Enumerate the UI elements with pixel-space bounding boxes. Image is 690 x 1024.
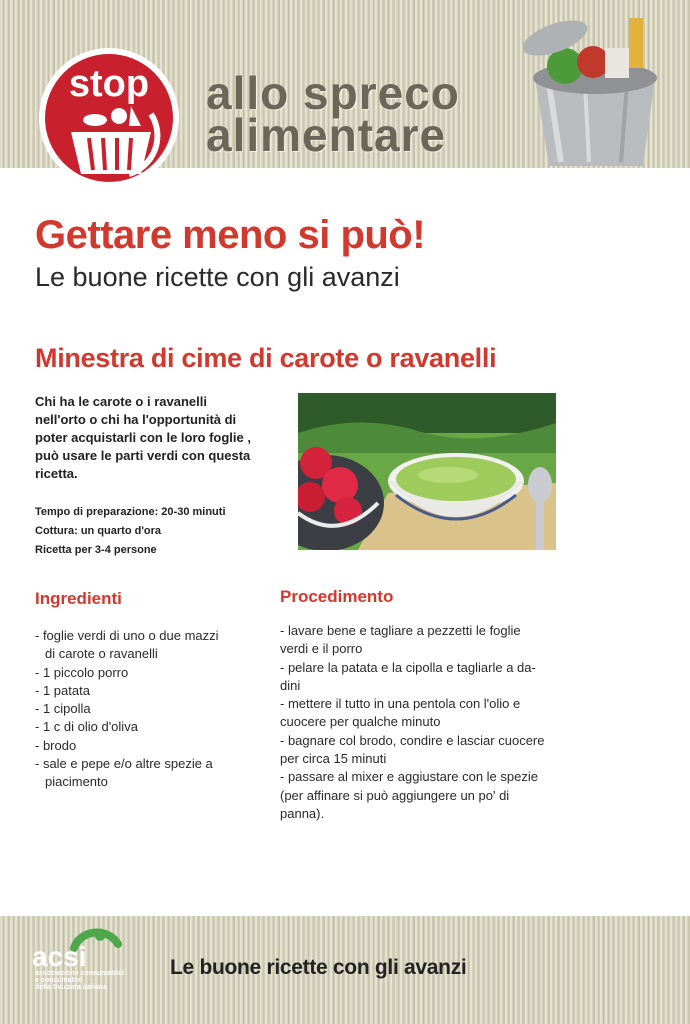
stop-waste-logo — [33, 46, 188, 190]
list-item: cuocere per qualche minuto — [280, 714, 441, 730]
procedure-heading: Procedimento — [280, 587, 394, 606]
stop-word: stop — [68, 63, 150, 105]
list-item: (per affinare si può aggiungere un po' di — [280, 787, 510, 803]
intro-line: nell'orto o chi ha l'opportunità di — [35, 412, 237, 427]
ingredients-heading: Ingredienti — [35, 589, 122, 608]
intro-line: Chi ha le carote o i ravanelli — [35, 394, 207, 409]
list-item: - sale e pepe e/o altre spezie a — [35, 756, 213, 772]
headline-line-2: alimentare — [206, 109, 447, 161]
list-item: dini — [280, 677, 301, 693]
page-subtitle: Le buone ricette con gli avanzi — [35, 262, 400, 292]
recipe-meta — [35, 503, 226, 560]
recipe-intro — [35, 393, 265, 483]
footer-tagline: Le buone ricette con gli avanzi — [170, 956, 467, 979]
list-item: - 1 piccolo porro — [35, 664, 129, 680]
prep-time: Tempo di preparazione: 20-30 minuti — [35, 506, 226, 518]
servings: Ricetta per 3-4 persone — [35, 544, 157, 556]
list-item: piacimento — [45, 774, 108, 790]
trash-bin-image — [505, 8, 677, 168]
org-line: associazione consumatrici — [35, 970, 125, 977]
list-item: - 1 cipolla — [35, 701, 91, 717]
headline-line-1: allo spreco — [206, 67, 460, 119]
list-item: - bagnare col brodo, condire e lasciar cuocere — [280, 732, 545, 748]
list-item: per circa 15 minuti — [280, 751, 387, 767]
list-item: - pelare la patata e la cipolla e tagliarle a da- — [280, 659, 536, 675]
org-line: e consumatori — [35, 977, 83, 984]
cook-time: Cottura: un quarto d'ora — [35, 525, 162, 537]
recipe-title: Minestra di cime di carote o ravanelli — [35, 343, 497, 373]
acsi-org-name — [35, 970, 124, 991]
list-item: - 1 c di olio d'oliva — [35, 719, 138, 735]
ingredients-list — [35, 627, 265, 792]
intro-line: può usare le parti verdi con questa — [35, 448, 251, 463]
procedure-list — [280, 622, 570, 823]
list-item: - mettere il tutto in una pentola con l'olio e — [280, 696, 521, 712]
list-item: panna). — [280, 805, 325, 821]
intro-line: poter acquistarli con le loro foglie , — [35, 430, 251, 445]
list-item: - lavare bene e tagliare a pezzetti le foglie — [280, 623, 521, 638]
acsi-wordmark: acsi — [32, 941, 87, 972]
apple-icon — [111, 108, 127, 124]
org-line: della Svizzera italiana — [35, 984, 107, 991]
list-item: - passare al mixer e aggiustare con le spezie — [280, 769, 538, 785]
list-item: - brodo — [35, 737, 77, 753]
fish-icon — [83, 114, 107, 126]
list-item: di carote o ravanelli — [45, 646, 158, 662]
list-item: - 1 patata — [35, 682, 90, 698]
list-item: verdi e il porro — [280, 641, 363, 657]
list-item: - foglie verdi di uno o due mazzi — [35, 628, 219, 643]
intro-line: ricetta. — [35, 466, 78, 481]
soup-photo — [298, 393, 556, 550]
page-title: Gettare meno si può! — [35, 213, 426, 257]
